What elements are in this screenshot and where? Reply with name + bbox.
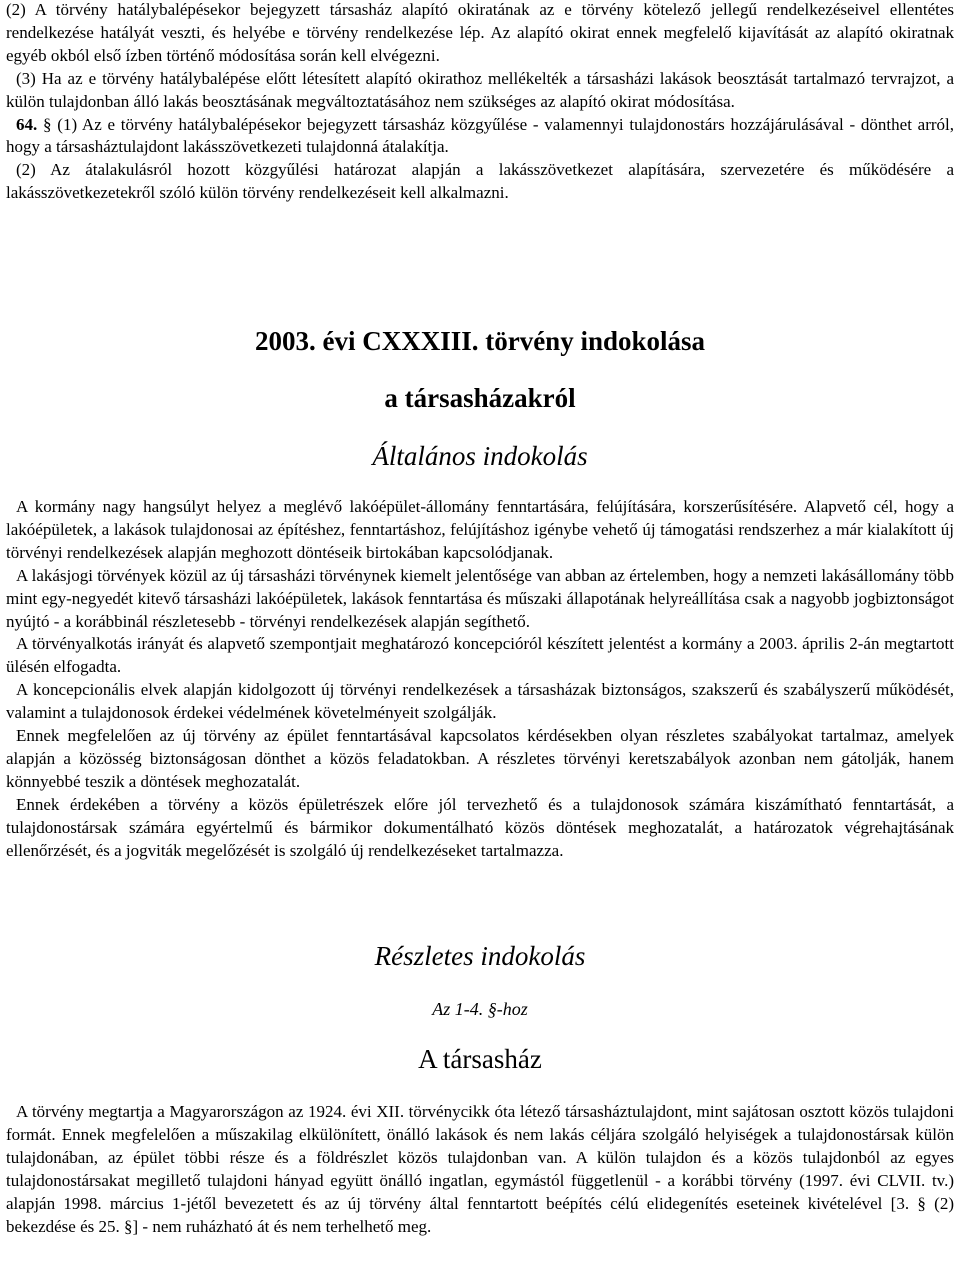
law-heading-block — [6, 325, 954, 357]
topic-heading: A társasház — [418, 1044, 542, 1074]
general-paragraph-5: Ennek megfelelően az új törvény az épület fenntartásával kapcsolatos kérdésekben olyan részletes szabályokat tartalmaz, amelyek alapján a közösség biztonságosan dönthet a közös feladatokban. A részletes törvényi keretszabályok azonban nem gátolják, hanem könnyebbé teszik a döntések meghozatalát. — [6, 726, 954, 791]
general-paragraph-1: A kormány nagy hangsúlyt helyez a meglévő lakóépület-állomány fenntartására, felújítására, korszerűsítésére. Alapvető cél, hogy a lakóépületek, a lakások tulajdonosai az építéshez, fenntartáshoz, felújításhoz igénybe vehető új támogatási rendszerhez a már kialakított új törvényi rendelkezések alapján meghozott döntéseik birtokában kapcsolódjanak. — [6, 497, 954, 562]
general-paragraph-4: A koncepcionális elvek alapján kidolgozott új törvényi rendelkezések a társasházak biztonságos, szakszerű és szabályszerű működését, valamint a tulajdonosok érdekei védelmének követelményeit szolgálják. — [6, 680, 954, 723]
paragraph-top-3 — [6, 114, 954, 160]
paragraph-top-4: (2) Az átalakulásról hozott közgyűlési határozat alapján a lakásszövetkezet alapítására, szervezetére és működésére a lakásszövetkezetekről szóló külön törvény rendelkezéseit kell alkalmazni. — [6, 160, 954, 203]
general-paragraph-3: A törvényalkotás irányát és alapvető szempontjait meghatározó koncepcióról készített jelentést a kormány a 2003. április 2-án megtartott ülésén elfogadta. — [6, 634, 954, 677]
section-sign: § — [43, 114, 52, 134]
law-title: 2003. évi CXXXIII. törvény indokolása — [254, 326, 706, 356]
detailed-subheading: Az 1-4. §-hoz — [432, 999, 528, 1019]
general-paragraph-2: A lakásjogi törvények közül az új társasházi törvénynek kiemelt jelentősége van abban az értelemben, hogy a nemzeti lakásállomány több mint egy-negyedét kitevő társasházi lakóépületek, lakások fenntartása és műszaki állapotának helyreállítása csak a nagyobb jogbiztonságot nyújtó - a korábbinál részletesebb - törvényi rendelkezések alapján segíthető. — [6, 565, 954, 631]
topic-heading-block — [6, 1043, 954, 1075]
paragraph-top-3-text: (1) Az e törvény hatálybalépésekor bejegyzett társasház közgyűlése - valamennyi tulajdonostárs hozzájárulásával - dönthet arról, hogy a társasháztulajdont lakásszövetkezeti tulajdonná átalakítja. — [6, 114, 955, 157]
paragraph-top-1: (2) A törvény hatálybalépésekor bejegyzett társasház alapító okiratának az e törvény kötelező jellegű rendelkezéseivel ellentétes rendelkezése hatályát veszti, és helyébe e törvény rendelkezése lép. Az alapító okirat ennek megfelelő kijavítását az alapító okiratnak egyéb okból első ízben történő módosítása során kell elvégezni. — [6, 0, 954, 65]
detailed-heading-block — [6, 940, 954, 972]
top-section — [6, 0, 954, 205]
detailed-heading: Részletes indokolás — [374, 941, 586, 971]
detailed-paragraph-1: A törvény megtartja a Magyarországon az 1924. évi XII. törvénycikk óta létező társasháztulajdont, mint sajátosan osztott közös tulajdoni formát. Ennek megfelelően a műszakilag elkülönített, önálló lakások és nem lakás céljára szolgáló helyiségek a tulajdonostársak külön tulajdonában, az épület többi része és a földrészlet közös tulajdonban van. A külön tulajdon és a közös tulajdonból az egyes tulajdonostársakat megillető tulajdoni hányad együtt önálló ingatlan, egymástól függetlenül - a korábbi törvény (1997. évi CLVII. tv.) alapján 1998. március 1-jétől bevezetett és az új törvény által fenntartott beépítés célú elidegenítés eseteinek kivételével [3. § (2) bekezdése és 25. §] - nem ruházható át és nem terhelhető meg. — [6, 1102, 954, 1236]
general-heading: Általános indokolás — [372, 441, 588, 471]
section-number: 64. — [16, 114, 38, 134]
law-subtitle-block — [6, 382, 954, 414]
detailed-sub-block — [6, 997, 954, 1021]
paragraph-top-2: (3) Ha az e törvény hatálybalépése előtt létesített alapító okirathoz mellékelték a társasházi lakások beosztását tartalmazó tervrajzot, a külön tulajdonban álló lakás beosztásának megváltoztatásához nem szükséges az alapító okirat módosítása. — [6, 68, 954, 111]
general-heading-block — [6, 440, 954, 472]
law-subtitle: a társasházakról — [384, 383, 576, 413]
general-paragraph-6: Ennek érdekében a törvény a közös épületrészek előre jól tervezhető és a tulajdonosok számára kiszámítható fenntartását, a tulajdonostársak számára egyértelmű és bármikor dokumentálható közös döntések meghozatalát, a határozatok végrehajtásának ellenőrzését, és a jogviták megelőzését is szolgáló új rendelkezéseket tartalmazza. — [6, 794, 954, 860]
general-section — [6, 496, 954, 863]
detailed-section — [6, 1101, 954, 1238]
